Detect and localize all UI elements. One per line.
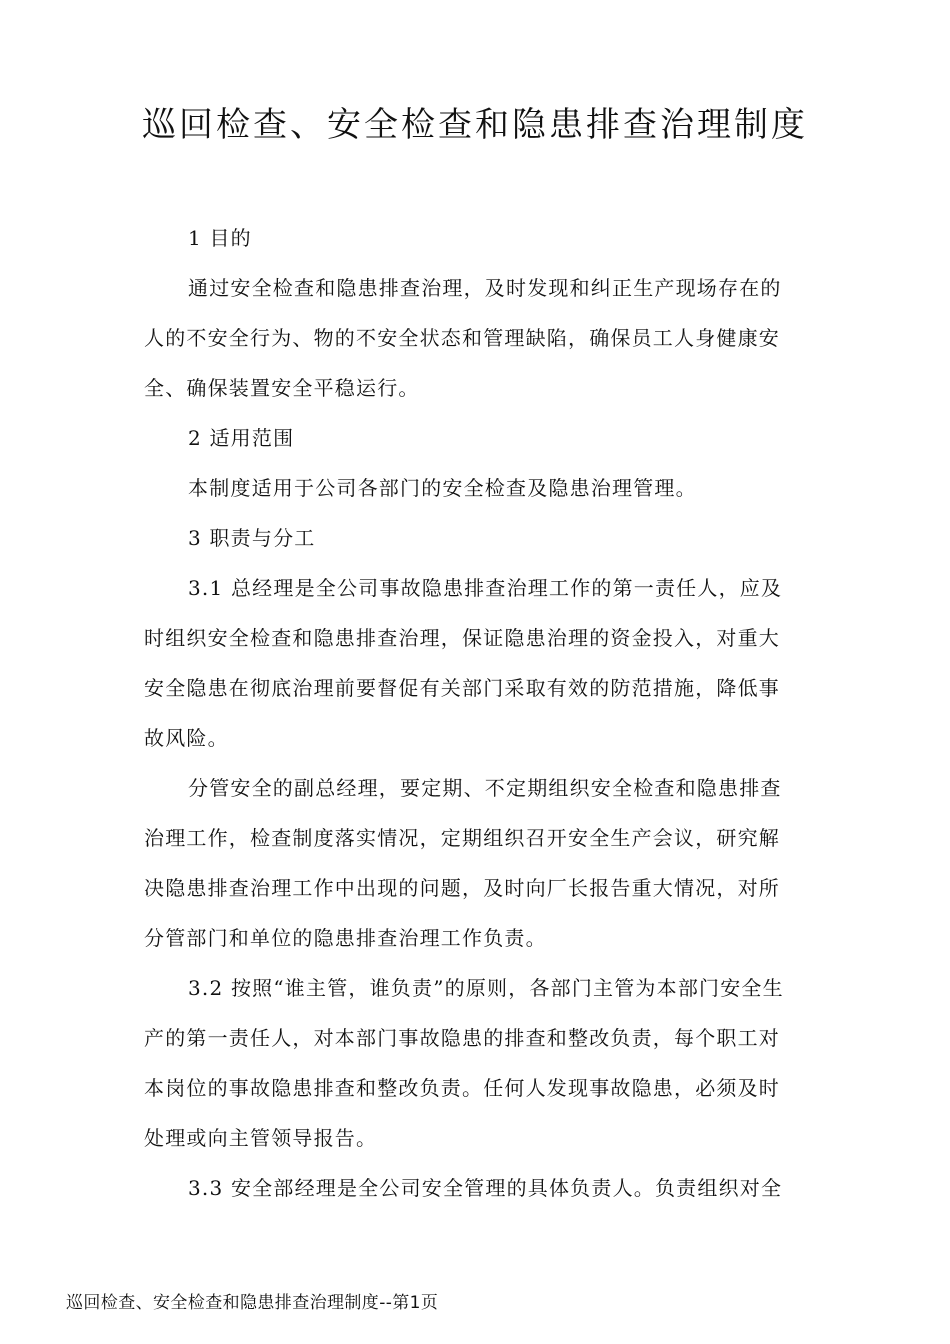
paragraph-line: 3.1 总经理是全公司事故隐患排查治理工作的第一责任人，应及 bbox=[188, 576, 783, 600]
paragraph-line: 分管部门和单位的隐患排查治理工作负责。 bbox=[144, 926, 547, 950]
paragraph-line: 分管安全的副总经理，要定期、不定期组织安全检查和隐患排查 bbox=[188, 776, 782, 800]
paragraph-line: 3.2 按照“谁主管，谁负责”的原则，各部门主管为本部门安全生 bbox=[188, 976, 784, 1000]
paragraph-line: 本制度适用于公司各部门的安全检查及隐患治理管理。 bbox=[188, 476, 697, 500]
paragraph-line: 治理工作，检查制度落实情况，定期组织召开安全生产会议，研究解 bbox=[144, 826, 780, 850]
paragraph-line: 全、确保装置安全平稳运行。 bbox=[144, 376, 420, 400]
paragraph-line: 时组织安全检查和隐患排查治理，保证隐患治理的资金投入，对重大 bbox=[144, 626, 780, 650]
paragraph-line: 处理或向主管领导报告。 bbox=[144, 1126, 378, 1150]
document-title: 巡回检查、安全检查和隐患排查治理制度 bbox=[142, 105, 808, 145]
paragraph-line: 人的不安全行为、物的不安全状态和管理缺陷，确保员工人身健康安 bbox=[144, 326, 780, 350]
section-heading-purpose: 1 目的 bbox=[188, 226, 252, 250]
section-heading-responsibilities: 3 职责与分工 bbox=[188, 526, 316, 550]
paragraph-line: 本岗位的事故隐患排查和整改负责。任何人发现事故隐患，必须及时 bbox=[144, 1076, 780, 1100]
paragraph-line: 故风险。 bbox=[144, 726, 229, 750]
paragraph-line: 通过安全检查和隐患排查治理，及时发现和纠正生产现场存在的 bbox=[188, 276, 782, 300]
page-footer: 巡回检查、安全检查和隐患排查治理制度--第1页 bbox=[66, 1293, 439, 1313]
paragraph-line: 3.3 安全部经理是全公司安全管理的具体负责人。负责组织对全 bbox=[188, 1176, 783, 1200]
paragraph-line: 安全隐患在彻底治理前要督促有关部门采取有效的防范措施，降低事 bbox=[144, 676, 780, 700]
paragraph-line: 产的第一责任人，对本部门事故隐患的排查和整改负责，每个职工对 bbox=[144, 1026, 780, 1050]
paragraph-line: 决隐患排查治理工作中出现的问题，及时向厂长报告重大情况，对所 bbox=[144, 876, 780, 900]
section-heading-scope: 2 适用范围 bbox=[188, 426, 295, 450]
